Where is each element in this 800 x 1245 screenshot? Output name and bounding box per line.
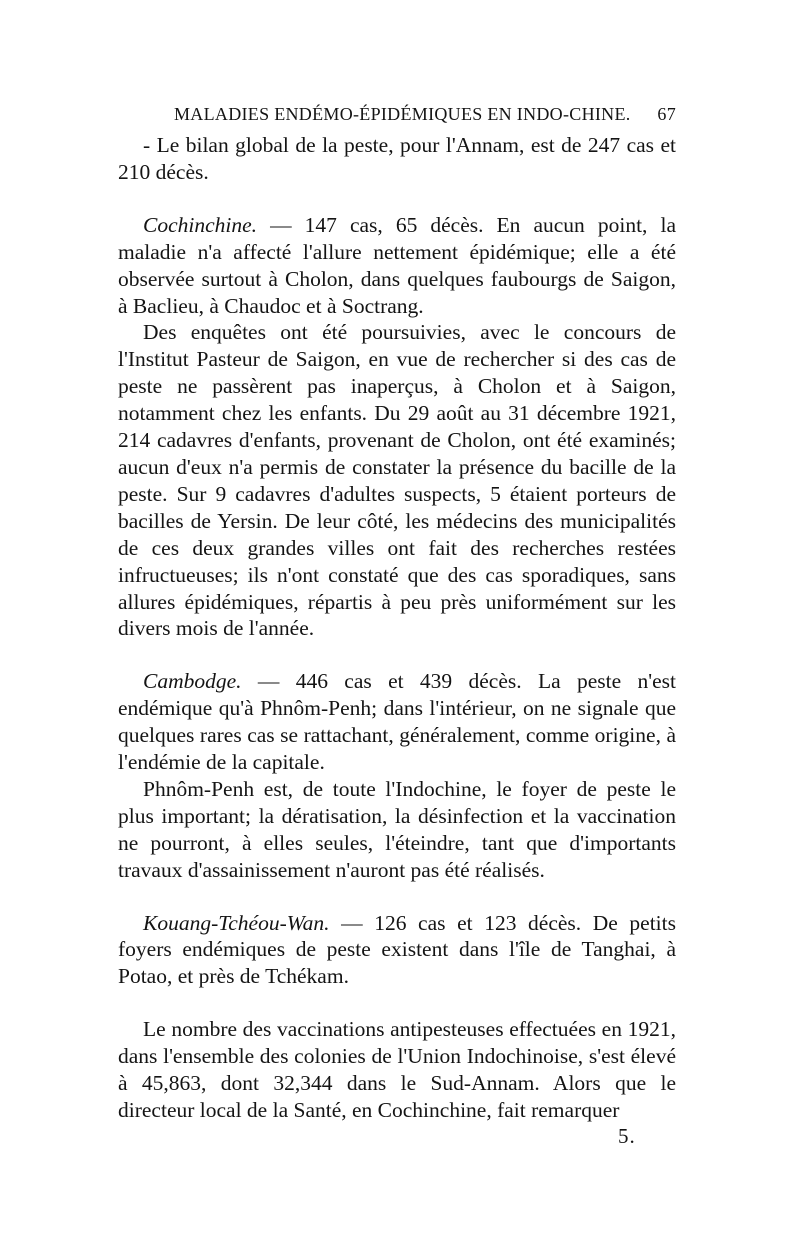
running-head — [118, 96, 676, 132]
paragraph-text: — 147 cas, 65 décès. En aucun point, la maladie n'a affecté l'allure nettement épidémique; elle a été observée surtout à Cholon, dans quelques faubourgs de Saigon, à Baclieu, à Chaudoc et à Soctrang. — [118, 212, 676, 318]
running-head-title: MALADIES ENDÉMO-ÉPIDÉMIQUES EN INDO-CHINE. — [174, 104, 631, 124]
paragraph-text: — 126 cas et 123 décès. De petits foyers endémiques de peste existent dans l'île de Tanghai, à Potao, et près de Tchékam. — [118, 910, 676, 989]
paragraph-annam-summary — [118, 132, 676, 186]
section-lead-cochinchine: Cochinchine. — [143, 212, 258, 237]
paragraph-text: - Le bilan global de la peste, pour l'Annam, est de 247 cas et 210 décès. — [118, 133, 676, 184]
section-lead-kouang-tcheou-wan: Kouang-Tchéou-Wan. — [143, 910, 330, 935]
paragraph-text: Phnôm-Penh est, de toute l'Indochine, le foyer de peste le plus important; la dératisation, la désinfection et la vaccination ne pourront, à elles seules, l'éteindre, tant que d'importants travaux d'assainissement n'auront pas été réalisés. — [118, 776, 676, 882]
paragraph-text: — 446 cas et 439 décès. La peste n'est endémique qu'à Phnôm-Penh; dans l'intérieur, on ne signale que quelques rares cas se rattachant, généralement, comme origine, à l'endémie de la capitale. — [118, 669, 676, 775]
paragraph-kouang-tcheou-wan — [118, 910, 676, 991]
paragraph-enquetes — [118, 319, 676, 642]
paragraph-cochinchine — [118, 212, 676, 320]
signature-mark: 5. — [618, 1124, 636, 1148]
paragraph-text: Des enquêtes ont été poursuivies, avec le concours de l'Institut Pasteur de Saigon, en vue de rechercher si des cas de peste ne passèrent pas inaperçus, à Cholon et à Saigon, notamment chez les enfants. Du 29 août au 31 décembre 1921, 214 cadavres d'enfants, provenant de Cholon, ont été examinés; aucun d'eux n'a permis de constater la présence du bacille de la peste. Sur 9 cadavres d'adultes suspects, 5 étaient porteurs de bacilles de Yersin. De leur côté, les médecins des municipalités de ces deux grandes villes ont fait des recherches restées infructueuses; ils n'ont constaté que des cas sporadiques, sans allures épidémiques, répartis à peu près uniformément sur les divers mois de l'année. — [118, 320, 676, 641]
paragraph-text: Le nombre des vaccinations antipesteuses effectuées en 1921, dans l'ensemble des colonies de l'Union Indochinoise, s'est élevé à 45,863, dont 32,344 dans le Sud-Annam. Alors que le directeur local de la Santé, en Cochinchine, fait remarquer — [118, 1017, 676, 1122]
paragraph-phnom-penh — [118, 776, 676, 884]
book-page — [118, 96, 676, 1124]
paragraph-cambodge — [118, 668, 676, 776]
paragraph-vaccinations — [118, 1016, 676, 1124]
section-lead-cambodge: Cambodge. — [143, 669, 242, 694]
page-number: 67 — [657, 104, 676, 124]
